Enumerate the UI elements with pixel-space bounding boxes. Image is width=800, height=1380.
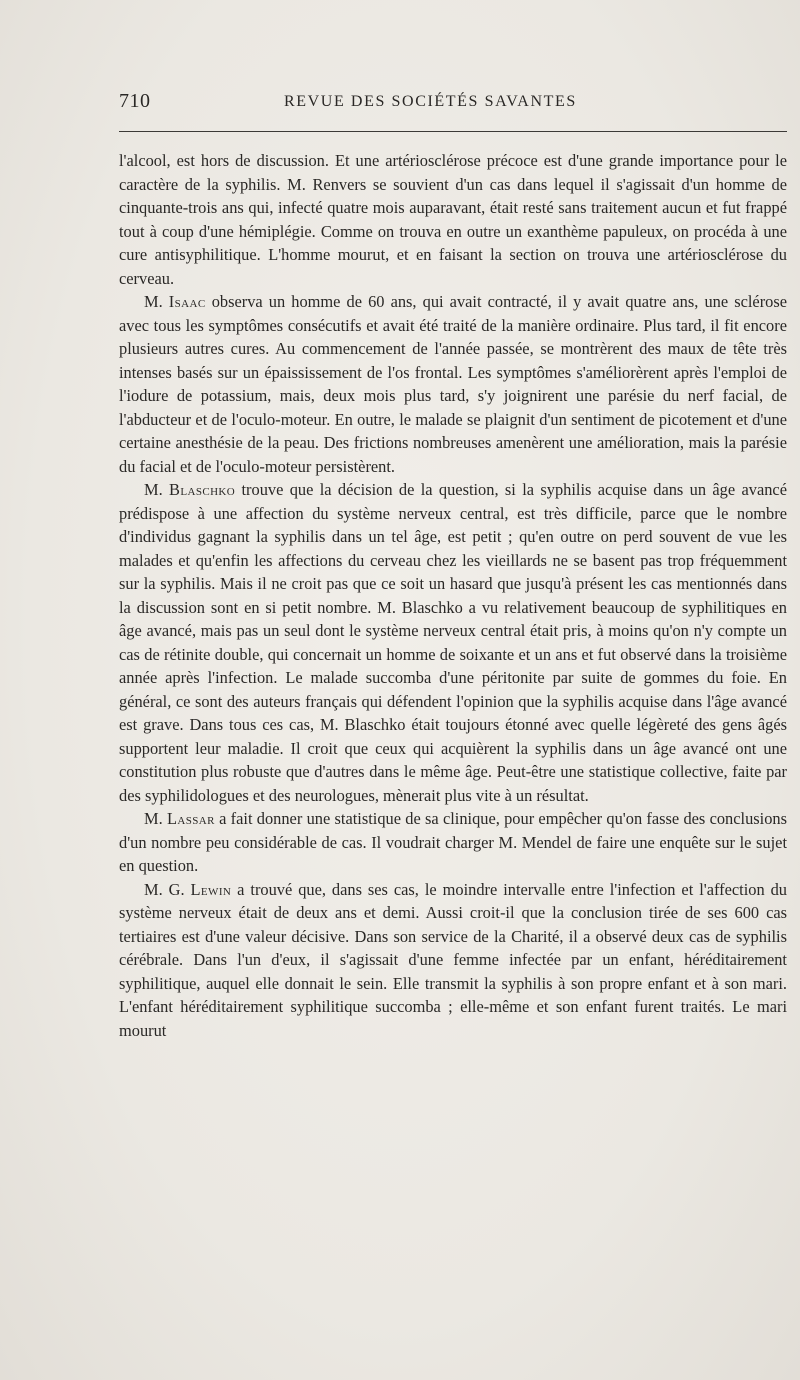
paragraph-text: l'alcool, est hors de discussion. Et une artériosclérose précoce est d'une grande importance pour le caractère de la syphilis. M. Renvers se souvient d'un cas dans lequel il s'agissait d'un homme de cinquante-trois ans qui, infecté quatre mois auparavant, était resté sans traitement aucun et fut frappé tout à coup d'une hémiplégie. Comme on trouva en outre un exanthème papuleux, on procéda à une cure antisyphilitique. L'homme mourut, et en faisant la section on trouva une artériosclérose du cerveau. <box>119 151 787 288</box>
speaker-prefix: M. <box>144 809 167 828</box>
running-title: REVUE DES SOCIÉTÉS SAVANTES <box>284 93 577 110</box>
paragraph-continuation <box>119 149 787 290</box>
paragraph-blaschko <box>119 478 787 807</box>
page-header <box>119 90 759 120</box>
paragraph-lewin <box>119 878 787 1043</box>
speaker-name: Isaac <box>168 292 206 311</box>
paragraph-text: trouve que la décision de la question, si la syphilis acquise dans un âge avancé prédispose à une affection du système nerveux central, est très difficile, parce que le nombre d'individus gagnant la syphilis dans un tel âge, est petit ; qu'en outre on perd souvent de vue les malades et qu'enfin les affections du cerveau chez les vieillards ne se basent pas trop fréquemment sur la syphilis. Mais il ne croit pas que ce soit un hasard que jusqu'à présent les cas mentionnés dans la discussion sont en si petit nombre. M. Blaschko a vu relativement beaucoup de syphilitiques en âge avancé, mais pas un seul dont le système nerveux central était pris, à moins qu'on n'y compte un cas de rétinite double, qui concernait un homme de soixante et un ans et fut observé dans la troisième année après l'infection. Le malade succomba d'une péritonite par suite de gommes du foie. En général, ce sont des auteurs français qui défendent l'opinion que la syphilis acquise dans l'âge avancé est grave. Dans tous ces cas, M. Blaschko était toujours étonné avec quelle légèreté des gens âgés supportent leur maladie. Il croit que ceux qui acquièrent la syphilis dans un âge avancé ont une constitution plus robuste que d'autres dans le même âge. Peut-être une statistique collective, faite par des syphilidologues et des neurologues, mènerait plus vite à un résultat. <box>119 480 787 805</box>
body-text <box>119 149 787 1042</box>
paragraph-text: a trouvé que, dans ses cas, le moindre intervalle entre l'infection et l'affection du système nerveux était de deux ans et demi. Aussi croit-il que la conclusion tirée de ses 600 cas tertiaires est d'une valeur décisive. Dans son service de la Charité, il a observé deux cas de syphilis cérébrale. Dans l'un d'eux, il s'agissait d'une femme infectée par un enfant, héréditairement syphilitique, auquel elle donnait le sein. Elle transmit la syphilis à son propre enfant et à son mari. L'enfant héréditairement syphilitique succomba ; elle-même et son enfant furent traités. Le mari mourut <box>119 879 787 1040</box>
speaker-prefix: M. G. <box>144 879 191 899</box>
paragraph-text: observa un homme de 60 ans, qui avait contracté, il y avait quatre ans, une sclérose avec tous les symptômes consécutifs et avait été traité de la manière ordinaire. Plus tard, il fit encore plusieurs autres cures. Au commencement de l'année passée, se montrèrent des maux de tête très intenses basés sur un épaississement de l'os frontal. Les symptômes s'améliorèrent après l'emploi de l'iodure de potassium, mais, deux mois plus tard, s'y joignirent une parésie du nerf facial, de l'abducteur et de l'oculo-moteur. En outre, le malade se plaignit d'un sentiment de picotement et d'une certaine anesthésie de la peau. Des frictions nombreuses amenèrent une amélioration, mais la parésie du facial et de l'oculo-moteur persistèrent. <box>119 292 787 476</box>
paragraph-lassar <box>119 807 787 878</box>
speaker-name: Lassar <box>166 809 215 828</box>
speaker-prefix: M. <box>144 292 169 311</box>
speaker-prefix: M. <box>144 480 170 499</box>
page-number: 710 <box>119 90 151 112</box>
header-rule <box>119 131 787 132</box>
speaker-name: Lewin <box>190 879 232 899</box>
paragraph-text: a fait donner une statistique de sa clinique, pour empêcher qu'on fasse des conclusions d'un nombre peu considérable de cas. Il voudrait charger M. Mendel de faire une enquête sur le sujet en question. <box>119 809 787 875</box>
paragraph-isaac <box>119 290 787 478</box>
speaker-name: Blaschko <box>169 480 236 499</box>
